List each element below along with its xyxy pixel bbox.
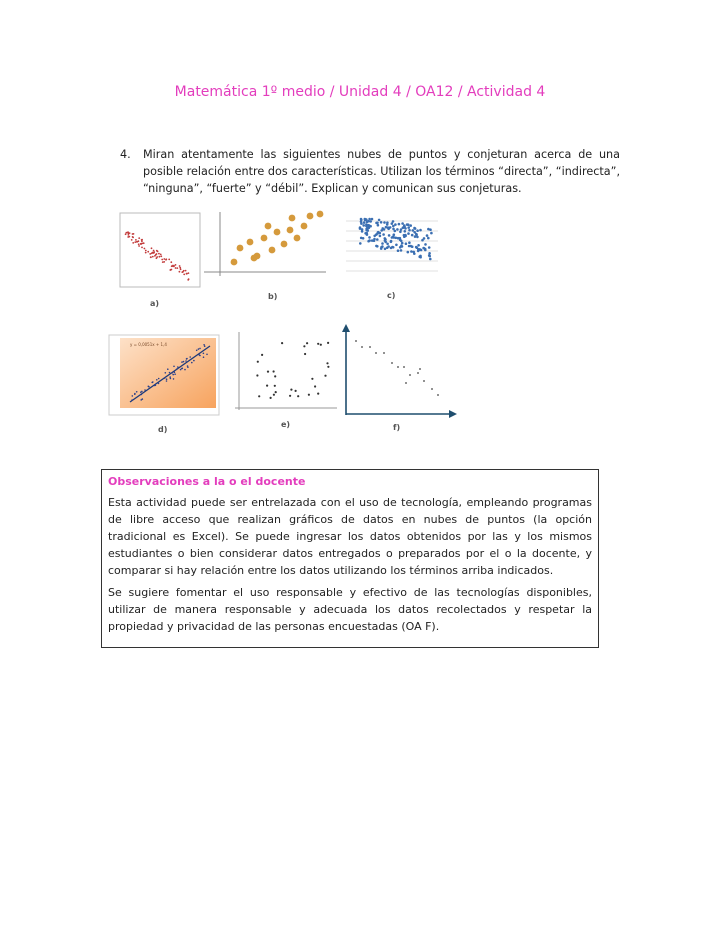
scatter-plot-c-svg [334,213,442,281]
plot-c-point [419,255,422,258]
plot-a-point [171,265,173,267]
plot-e-point [311,378,313,380]
plot-a-point [128,236,130,238]
plot-c-point [393,233,396,236]
plot-e-point [314,385,316,387]
plot-label-b: b) [268,292,278,301]
plot-d-point [141,391,143,393]
plot-a-point [141,247,143,249]
plot-c-point [404,235,407,238]
plot-e-point [303,345,305,347]
plot-f-point [369,346,371,348]
plot-c-point [381,245,384,248]
plot-c-point [401,222,404,225]
plot-b-point [301,223,308,230]
plot-b-point [274,229,281,236]
plot-f-point [423,380,425,382]
plot-c-point [385,226,388,229]
plot-f-point [375,352,377,354]
plot-c-point [404,230,407,233]
plot-a-point [136,241,138,243]
scatter-plot-f [340,323,458,419]
plot-b-point [317,211,324,218]
scatter-plot-a [110,211,202,293]
plot-a-point [162,261,164,263]
plot-a-point [171,269,173,271]
plot-c-point [429,258,432,261]
observations-paragraph-2: Se sugiere fomentar el uso responsable y efectivo de las tecnologías disponibles, utilizar de manera responsable y adecuada los datos recolectados y respetar la propiedad y privacidad de las personas encuestadas (OA F). [108,586,592,633]
plot-d-point [166,378,168,380]
plot-c-point [429,228,432,231]
plot-e-point [267,371,269,373]
scatter-plot-b-svg [202,210,328,286]
chart-d-legend: y = 0,0051x + 1,4 [130,342,167,347]
plot-c-point [426,234,429,237]
plot-d-point [206,354,208,356]
plot-a-point [160,255,162,257]
plot-f-point [437,394,439,396]
plot-a-point [141,243,143,245]
plot-a-point [161,259,163,261]
plot-d-point [158,378,160,380]
plot-a-point [128,234,130,236]
plot-c-point [382,233,385,236]
plot-c-point [387,245,390,248]
plot-d-point [193,360,195,362]
plot-c-point [371,218,374,221]
plot-c-point [399,237,402,240]
plot-c-point [379,235,382,238]
plot-a-point [180,268,182,270]
plot-c-point [386,223,389,226]
plot-a-point [170,261,172,263]
plot-c-point [361,230,364,233]
plot-d-point [191,362,193,364]
plot-f-point [355,340,357,342]
plot-a-point [151,247,153,249]
plot-a-point [131,239,133,241]
plot-d-point [199,348,201,350]
plot-a-point [160,254,162,256]
plot-a-point [168,259,170,261]
observations-paragraph-1: Esta actividad puede ser entrelazada con el uso de tecnología, empleando programas de libre acceso que realizan gráficos de datos en nubes de puntos (la opción tradicional es Excel). Se puede ingresar los datos obtenidos por las y los mismos estudiantes o bien considerar datos entregados o preparados por el o la docente, y comparar si hay relación entre los datos utilizando los términos arriba indicados. [108,496,592,577]
plot-d-point [158,383,160,385]
plot-e-point [258,395,260,397]
plot-d-point [169,372,171,374]
plot-b-point [237,245,244,252]
plot-d-point [196,350,198,352]
plot-f-point [361,346,363,348]
plot-b-point [231,259,238,266]
plot-d-point [142,398,144,400]
plot-b-point [265,223,272,230]
plot-d-point [154,385,156,387]
plot-d-point [144,389,146,391]
plot-d-point [165,372,167,374]
plot-a-point [159,256,161,258]
plot-a-point [165,259,167,261]
plot-c-point [367,224,370,227]
plot-e-point [327,342,329,344]
plot-e-point [289,395,291,397]
plot-label-e: e) [281,420,291,429]
plot-c-point [359,242,362,245]
plot-a-point [141,240,143,242]
plot-c-point [377,224,380,227]
plot-d-point [186,358,188,360]
plot-a-point [185,270,187,272]
plot-d-point [176,368,178,370]
plot-d-point [177,366,179,368]
plot-a-point [186,273,188,275]
plot-e-point [270,397,272,399]
plot-b-point [269,247,276,254]
plot-c-point [411,245,414,248]
plot-c-point [417,250,420,253]
plot-e-point [274,375,276,377]
plot-c-point [362,237,365,240]
plot-a-point [173,265,175,267]
plot-a-point [134,241,136,243]
plot-c-point [407,223,410,226]
plot-d-point [181,368,183,370]
plot-c-point [375,245,378,248]
plot-e-point [295,390,297,392]
plot-c-point [390,247,393,250]
plot-c-point [407,251,410,254]
plot-c-point [417,244,420,247]
observations-box [101,469,599,648]
plot-label-d: d) [158,425,168,434]
plot-b-point [307,213,314,220]
plot-c-point [363,221,366,224]
plot-c-point [380,221,383,224]
plot-a-point [179,265,181,267]
plot-d-point [184,369,186,371]
plot-a-point [152,256,154,258]
plot-b-point [251,255,258,262]
plot-d-point [148,386,150,388]
plot-c-point [407,232,410,235]
scatter-plot-b [202,210,328,286]
plot-a-point [176,267,178,269]
plot-a-point [125,233,127,235]
plot-c-point [373,239,376,242]
plot-c-point [377,231,380,234]
plot-e-point [317,343,319,345]
page-title: Matemática 1º medio / Unidad 4 / OA12 / Actividad 4 [174,84,546,100]
plot-label-c: c) [387,291,396,300]
plot-c-point [399,231,402,234]
plot-f-point [397,366,399,368]
plot-f-point [417,372,419,374]
plot-d-point [187,366,189,368]
plot-c-point [360,218,363,221]
plot-a-point [138,237,140,239]
plot-d-point [174,373,176,375]
plot-d-point [203,353,205,355]
plot-d-point [172,374,174,376]
plot-c-point [378,219,381,222]
activity-item [120,146,620,197]
plot-e-point [327,366,329,368]
plot-d-point [164,377,166,379]
plot-a-point [175,267,177,269]
plot-a-point [188,272,190,274]
plot-c-point [422,247,425,250]
scatter-plot-c [334,213,442,281]
plot-c-point [428,255,431,258]
plot-a-point [145,250,147,252]
plot-c-point [366,233,369,236]
plot-label-f: f) [393,423,401,432]
plot-c-point [392,228,395,231]
plot-c-point [369,220,372,223]
plot-a-point [179,271,181,273]
plot-a-point [138,243,140,245]
plot-a-point [132,233,134,235]
plot-c-point [414,227,417,230]
plot-f-point [383,352,385,354]
plot-c-point [424,243,427,246]
plot-d-point [131,399,133,401]
plot-a-point [150,256,152,258]
plot-c-point [359,226,362,229]
plot-c-point [384,248,387,251]
plot-c-point [362,224,365,227]
plot-a-point [147,251,149,253]
plot-c-point [397,249,400,252]
plot-a-point [126,232,128,234]
plot-a-point [138,240,140,242]
plot-e-point [290,389,292,391]
plot-a-point [183,270,185,272]
plot-c-point [376,222,379,225]
plot-c-point [400,240,403,243]
scatter-plot-a-svg [110,211,202,293]
plot-d-point [171,372,173,374]
plot-e-point [297,395,299,397]
plot-c-point [401,242,404,245]
scatter-plot-e [233,330,339,412]
plot-c-point [386,243,389,246]
plot-c-point [407,226,410,229]
plot-c-point [387,227,390,230]
plot-c-point [394,223,397,226]
plot-c-point [392,220,395,223]
plot-d-point [141,394,143,396]
plot-a-point [144,248,146,250]
plot-a-point [149,253,151,255]
plot-d-point [203,344,205,346]
plot-c-point [384,238,387,241]
plot-c-point [392,246,395,249]
plot-c-point [416,229,419,232]
plot-a-point [183,274,185,276]
plot-a-point [135,239,137,241]
plot-f-point [405,382,407,384]
plot-c-point [428,252,431,255]
plot-c-point [424,249,427,252]
plot-c-point [400,249,403,252]
plot-f-point [391,362,393,364]
plot-d-point [198,348,200,350]
plot-e-point [275,391,277,393]
plot-a-point [154,255,156,257]
plot-a-point [132,236,134,238]
plot-e-point [304,353,306,355]
plot-d-point [174,372,176,374]
plot-f-point [419,368,421,370]
scatter-plot-d-svg [108,334,220,416]
plot-a-point [129,232,131,234]
plot-a-point [141,239,143,241]
scatter-plot-f-svg [340,323,458,419]
plot-c-point [409,224,412,227]
plot-c-point [400,228,403,231]
plot-c-point [400,244,403,247]
plot-b-point [281,241,288,248]
plot-b-point [294,235,301,242]
plot-c-point [408,229,411,232]
plot-c-point [367,220,370,223]
plot-c-point [415,246,418,249]
plot-e-point [326,362,328,364]
plot-a-point [158,253,160,255]
plot-c-point [428,246,431,249]
plot-f-point [403,366,405,368]
plot-e-point [266,385,268,387]
plot-a-point [132,242,134,244]
plot-e-point [317,393,319,395]
plot-e-point [273,370,275,372]
plot-c-point [421,239,424,242]
plot-c-point [413,231,416,234]
plot-c-point [411,234,414,237]
plot-d-point [156,379,158,381]
plot-d-point [199,354,201,356]
plot-c-point [419,229,422,232]
plot-a-point [138,245,140,247]
plot-c-point [368,218,371,221]
plot-a-point [163,258,165,260]
plot-d-point [166,380,168,382]
plot-c-point [391,222,394,225]
plot-c-point [414,235,417,238]
plot-b-point [247,239,254,246]
plot-d-point [136,391,138,393]
plot-a-point [153,251,155,253]
plot-c-point [393,236,396,239]
plot-d-point [173,378,175,380]
plot-d-point [203,356,205,358]
plot-d-point [189,356,191,358]
activity-number: 4. [120,148,131,161]
activity-text: Miran atentamente las siguientes nubes de puntos y conjeturan acerca de una posible relación entre dos características. Utilizan los términos “directa”, “indirecta”, “ninguna”, “fuerte” y “débil”. Explican y comunican sus conjeturas. [143,148,620,195]
plot-a-point [187,279,189,281]
plot-c-point [430,232,433,235]
plot-a-point [127,231,129,233]
plot-d-point [204,345,206,347]
plot-label-a: a) [150,299,160,308]
plot-c-point [376,238,379,241]
plot-a-point [156,256,158,258]
plot-c-point [365,229,368,232]
plot-d-point [170,378,172,380]
plot-c-point [373,235,376,238]
plot-c-point [381,227,384,230]
plot-c-point [395,244,398,247]
observations-title: Observaciones a la o el docente [108,475,306,488]
plot-b-point [289,215,296,222]
plot-e-point [306,342,308,344]
plot-c-point [412,229,415,232]
plot-c-point [368,239,371,242]
plot-e-point [257,361,259,363]
plot-c-point [412,251,415,254]
plot-f-point [431,388,433,390]
plot-e-point [308,394,310,396]
plot-a-point [157,251,159,253]
plot-e-point [273,394,275,396]
plot-c-point [364,218,367,221]
plot-d-point [183,361,185,363]
plot-d-point [132,395,134,397]
plot-e-point [256,374,258,376]
plot-f-point [409,374,411,376]
plot-c-point [383,221,386,224]
plot-c-point [408,241,411,244]
plot-a-point [145,252,147,254]
plot-c-point [427,237,430,240]
plot-d-point [180,369,182,371]
scatter-plot-e-svg [233,330,339,412]
plot-e-point [281,342,283,344]
plot-c-point [390,241,393,244]
plot-c-point [405,242,408,245]
plot-a-point [151,252,153,254]
plot-c-point [396,228,399,231]
plot-d-point [152,381,154,383]
plot-c-point [388,234,391,237]
plot-c-point [368,236,371,239]
plot-c-point [381,242,384,245]
scatter-plot-d [108,334,220,416]
plot-c-point [398,223,401,226]
plot-d-point [167,368,169,370]
plot-c-point [404,227,407,230]
plot-d-point [181,361,183,363]
plot-d-point [173,366,175,368]
plot-b-point [287,227,294,234]
plot-b-point [261,235,268,242]
plot-d-point [185,360,187,362]
plot-e-point [261,354,263,356]
plot-e-point [324,375,326,377]
plot-e-point [320,344,322,346]
plot-e-point [274,385,276,387]
plot-a-point [179,267,181,269]
plot-d-point [134,393,136,395]
plot-c-point [410,250,413,253]
